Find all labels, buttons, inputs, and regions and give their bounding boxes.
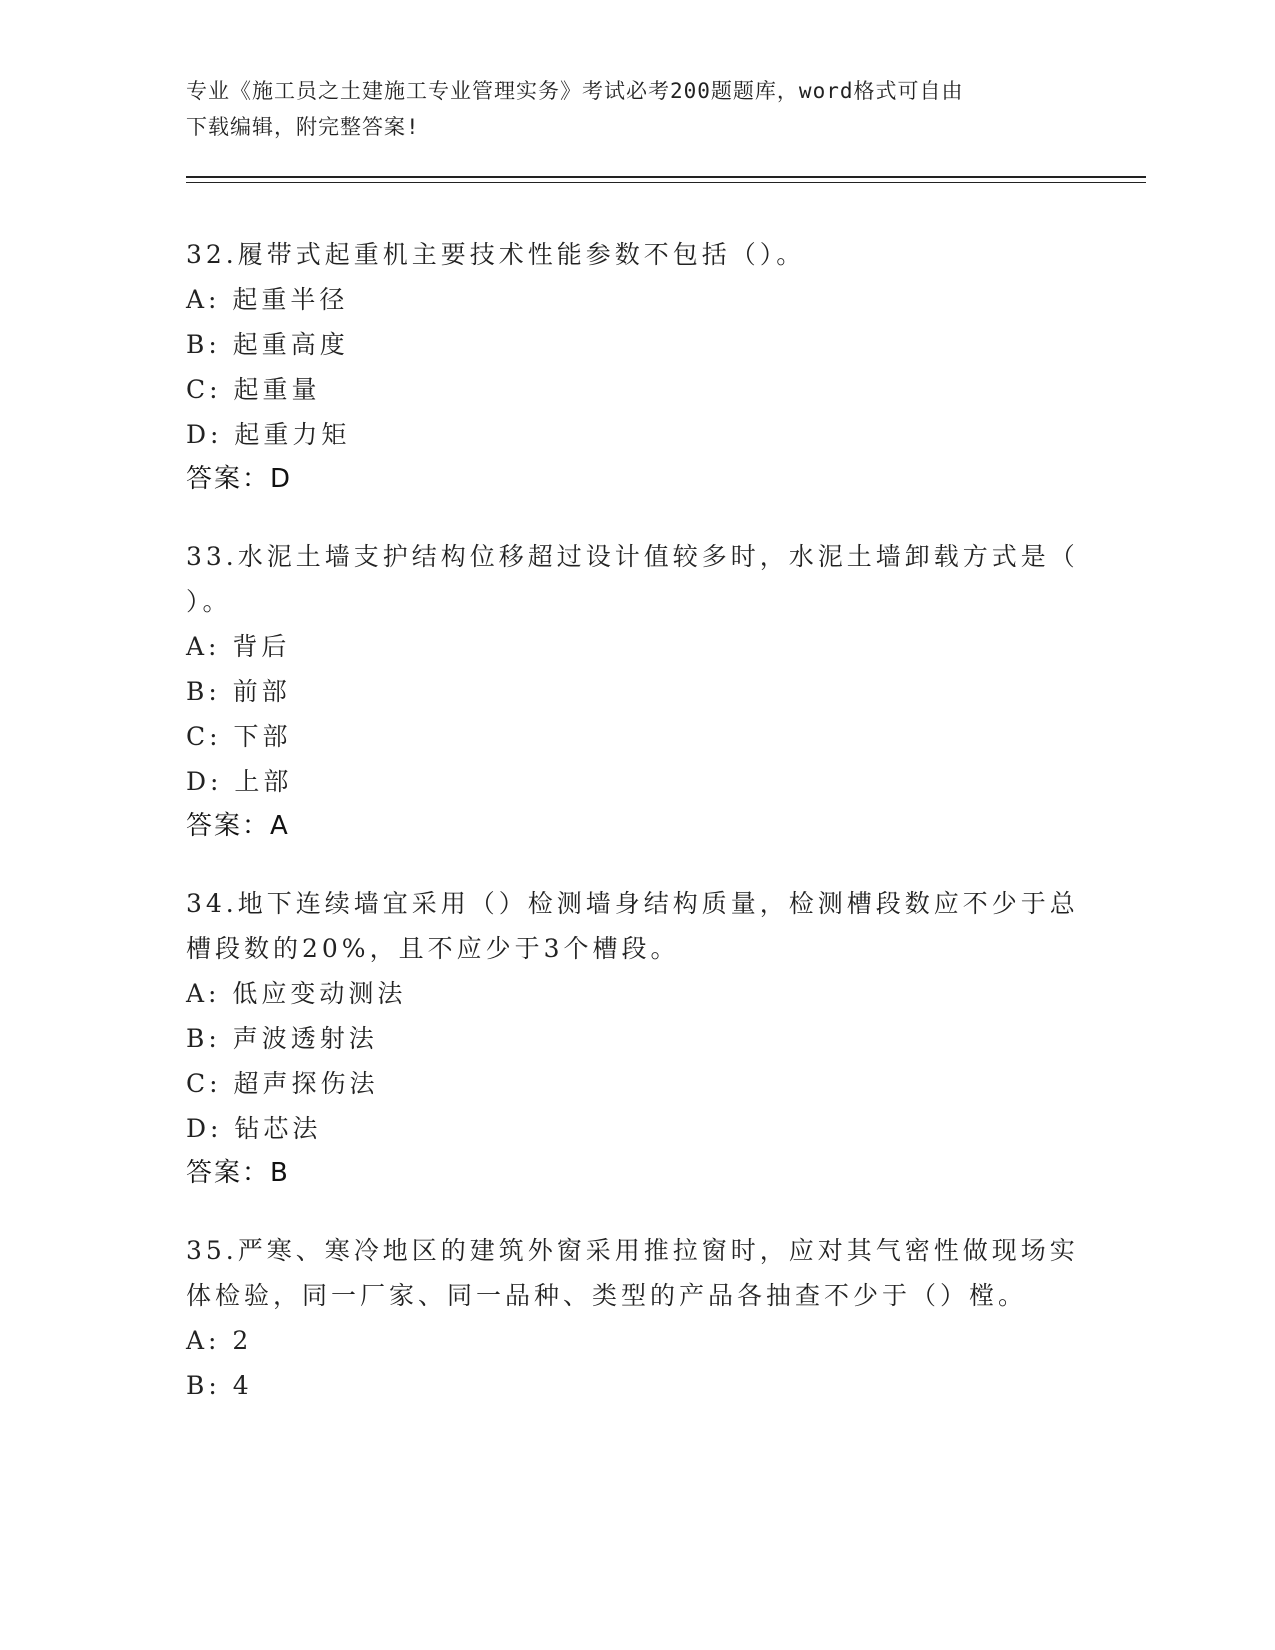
option-c: C: 下部 xyxy=(186,722,292,751)
header-line-2: 下载编辑，附完整答案! xyxy=(186,115,420,139)
question-stem-line-2: 体检验，同一厂家、同一品种、类型的产品各抽查不少于（）樘。 xyxy=(186,1281,1028,1310)
option-c: C: 超声探伤法 xyxy=(186,1069,379,1098)
option-b: B: 4 xyxy=(186,1371,253,1400)
option-b: B: 前部 xyxy=(186,677,291,706)
answer-line: 答案：A xyxy=(186,811,290,841)
question-34 xyxy=(186,881,1086,1196)
question-stem: 32.履带式起重机主要技术性能参数不包括（）。 xyxy=(186,240,806,269)
option-d: D: 起重力矩 xyxy=(186,420,351,449)
question-stem-line-2: 槽段数的20%，且不应少于3个槽段。 xyxy=(186,934,680,963)
header-divider-thin xyxy=(186,182,1146,183)
answer-line: 答案：D xyxy=(186,464,293,494)
option-a: A: 2 xyxy=(186,1326,253,1355)
question-stem-line-1: 34.地下连续墙宜采用（）检测墙身结构质量，检测槽段数应不少于总 xyxy=(186,889,1079,918)
header-line-1: 专业《施工员之土建施工专业管理实务》考试必考200题题库，word格式可自由 xyxy=(186,79,964,103)
question-35 xyxy=(186,1228,1086,1408)
option-a: A: 低应变动测法 xyxy=(186,979,407,1008)
option-a: A: 背后 xyxy=(186,632,291,661)
question-list xyxy=(186,232,1086,1440)
option-d: D: 钻芯法 xyxy=(186,1114,322,1143)
question-33 xyxy=(186,534,1086,849)
option-c: C: 起重量 xyxy=(186,375,321,404)
question-stem-line-1: 33.水泥土墙支护结构位移超过设计值较多时，水泥土墙卸载方式是（ xyxy=(186,542,1079,571)
document-header xyxy=(186,73,1066,145)
option-b: B: 声波透射法 xyxy=(186,1024,378,1053)
question-32 xyxy=(186,232,1086,502)
option-d: D: 上部 xyxy=(186,767,293,796)
question-stem-line-1: 35.严寒、寒冷地区的建筑外窗采用推拉窗时，应对其气密性做现场实 xyxy=(186,1236,1079,1265)
question-stem-line-2: ）。 xyxy=(186,587,232,616)
option-a: A: 起重半径 xyxy=(186,285,349,314)
option-b: B: 起重高度 xyxy=(186,330,349,359)
answer-line: 答案：B xyxy=(186,1158,290,1188)
header-divider-thick xyxy=(186,176,1146,178)
